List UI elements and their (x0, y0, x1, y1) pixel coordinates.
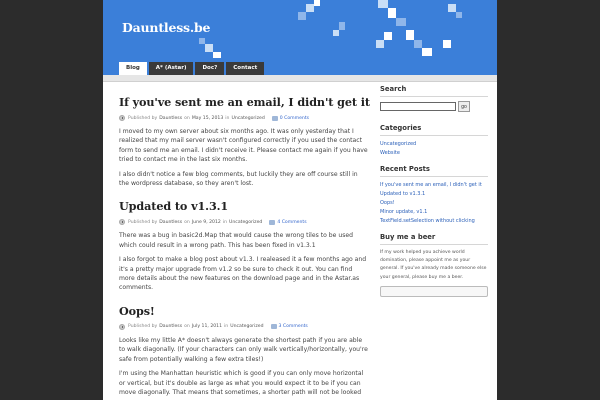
divider (380, 176, 488, 177)
post-paragraph: There was a bug in basic2d.Map that would cause the wrong tiles to be used which could result in a wrong path. This has been fixed in v1.3.1 (119, 232, 353, 249)
divider (380, 135, 488, 136)
meta-published-label: Published by (128, 324, 158, 330)
search-button[interactable]: go (458, 101, 470, 112)
beer-text: If my work helped you achieve world domination, please appoint me as your general. If you've already made someone else your general, please buy me a beer. (380, 250, 487, 280)
donate-button[interactable] (380, 286, 488, 297)
blog-post (119, 94, 369, 188)
meta-on-label: on (184, 324, 190, 330)
tab-astar[interactable]: A* (Astar) (149, 62, 194, 75)
search-heading: Search (380, 85, 407, 93)
meta-on-label: on (184, 219, 190, 225)
comment-icon (269, 220, 275, 225)
post-meta (119, 218, 369, 226)
header-pixel-decoration (205, 44, 213, 52)
categories-widget (380, 123, 488, 158)
post-title[interactable]: If you've sent me an email, I didn't get it (119, 95, 370, 109)
post-paragraph: I also didn't notice a few blog comments, but luckily they are off course still in the wordpress database, so they aren't lost. (119, 170, 358, 188)
post-comments-link[interactable]: 4 Comments (277, 219, 307, 225)
post-category[interactable]: Uncategorized (229, 219, 263, 225)
recent-post-link[interactable]: Updated to v1.3.1 (380, 191, 426, 197)
header-pixel-decoration (384, 32, 392, 40)
site-title[interactable]: Dauntless.be (122, 20, 211, 35)
post-meta (119, 323, 369, 331)
post-paragraph: I'm using the Manhattan heuristic which is good if you can only move horizontal or vertical, but it's double as large as what you would expect it to be if you can move diagonally. That means that sometimes, a shorter path will not be looked (119, 370, 364, 396)
beer-widget (380, 232, 488, 297)
header-pixel-decoration (422, 48, 432, 56)
beer-heading: Buy me a beer (380, 233, 436, 241)
meta-on-label: on (184, 115, 190, 121)
header-divider (103, 75, 497, 82)
main-nav (119, 62, 264, 75)
post-comments-link[interactable]: 0 Comments (279, 115, 310, 121)
page-wrapper (103, 0, 497, 400)
post-paragraph: I moved to my own server about six months ago. It was only yesterday that I realized that my mail server wasn't configured correctly if you used the contact form to send me an email. I didn't receive it. Please contact me again if you have tried to contact me in the last six months. (119, 128, 368, 164)
post-category[interactable]: Uncategorized (230, 324, 264, 330)
blog-post (119, 198, 369, 292)
header-pixel-decoration (388, 8, 396, 18)
header-pixel-decoration (456, 12, 462, 18)
tab-contact[interactable]: Contact (226, 62, 264, 75)
meta-in-label: in (225, 115, 230, 121)
search-widget (380, 84, 488, 112)
header-pixel-decoration (378, 0, 388, 8)
header-pixel-decoration (298, 12, 306, 20)
recent-posts-widget (380, 164, 488, 226)
header-pixel-decoration (414, 40, 422, 48)
site-header (103, 0, 497, 75)
header-pixel-decoration (396, 18, 406, 26)
header-pixel-decoration (314, 0, 320, 6)
recent-post-link[interactable]: TextField.setSelection without clicking (380, 218, 475, 224)
post-paragraph: Looks like my little A* doesn't always generate the shortest path if you are able to walk diagonally. (If your characters can only walk vertically/horizontally, you're safe from potentially walking a few extra tiles!) (119, 336, 368, 363)
post-author[interactable]: Dauntless (159, 115, 183, 121)
post-date: June 9, 2012 (191, 219, 221, 225)
clock-icon (119, 324, 125, 330)
main-content (119, 94, 369, 400)
tab-doc[interactable]: Doc? (195, 62, 224, 75)
header-pixel-decoration (333, 30, 339, 36)
header-pixel-decoration (306, 4, 314, 12)
search-row (380, 101, 488, 112)
recent-posts-heading: Recent Posts (380, 165, 430, 173)
category-link[interactable]: Uncategorized (380, 141, 417, 147)
header-pixel-decoration (406, 30, 414, 40)
header-pixel-decoration (213, 52, 221, 58)
post-date: May 15, 2013 (191, 115, 224, 121)
post-author[interactable]: Dauntless (159, 324, 183, 330)
post-category[interactable]: Uncategorized (231, 115, 265, 121)
sidebar (380, 84, 488, 303)
meta-in-label: in (224, 324, 229, 330)
comment-icon (271, 324, 277, 329)
recent-post-link[interactable]: If you've sent me an email, I didn't get it (380, 182, 482, 188)
clock-icon (119, 115, 125, 121)
categories-heading: Categories (380, 124, 422, 132)
meta-published-label: Published by (128, 115, 158, 121)
post-author[interactable]: Dauntless (159, 219, 183, 225)
divider (380, 96, 488, 97)
comment-icon (272, 116, 278, 121)
tab-blog[interactable]: Blog (119, 62, 147, 75)
divider (380, 244, 488, 245)
category-link[interactable]: Website (380, 150, 400, 156)
header-pixel-decoration (448, 4, 456, 12)
header-pixel-decoration (339, 22, 345, 30)
post-paragraph: I also forgot to make a blog post about v1.3. I realeased it a few months ago and it's a pretty major upgrade from v1.2 so be sure to check it out. You can find more details about the new features on the download page and in the Astar.as comments. (119, 256, 367, 292)
post-title[interactable]: Oops! (119, 303, 155, 318)
blog-post (119, 303, 369, 397)
post-comments-link[interactable]: 3 Comments (278, 324, 308, 330)
header-pixel-decoration (443, 40, 451, 48)
post-date: July 11, 2011 (191, 324, 223, 330)
clock-icon (119, 219, 125, 225)
post-meta (119, 114, 369, 122)
header-pixel-decoration (376, 40, 384, 48)
meta-published-label: Published by (128, 219, 158, 225)
recent-post-link[interactable]: Minor update, v1.1 (380, 209, 428, 215)
recent-post-link[interactable]: Oops! (380, 200, 395, 206)
search-input[interactable] (380, 102, 456, 111)
meta-in-label: in (222, 219, 228, 225)
post-title[interactable]: Updated to v1.3.1 (119, 199, 229, 214)
